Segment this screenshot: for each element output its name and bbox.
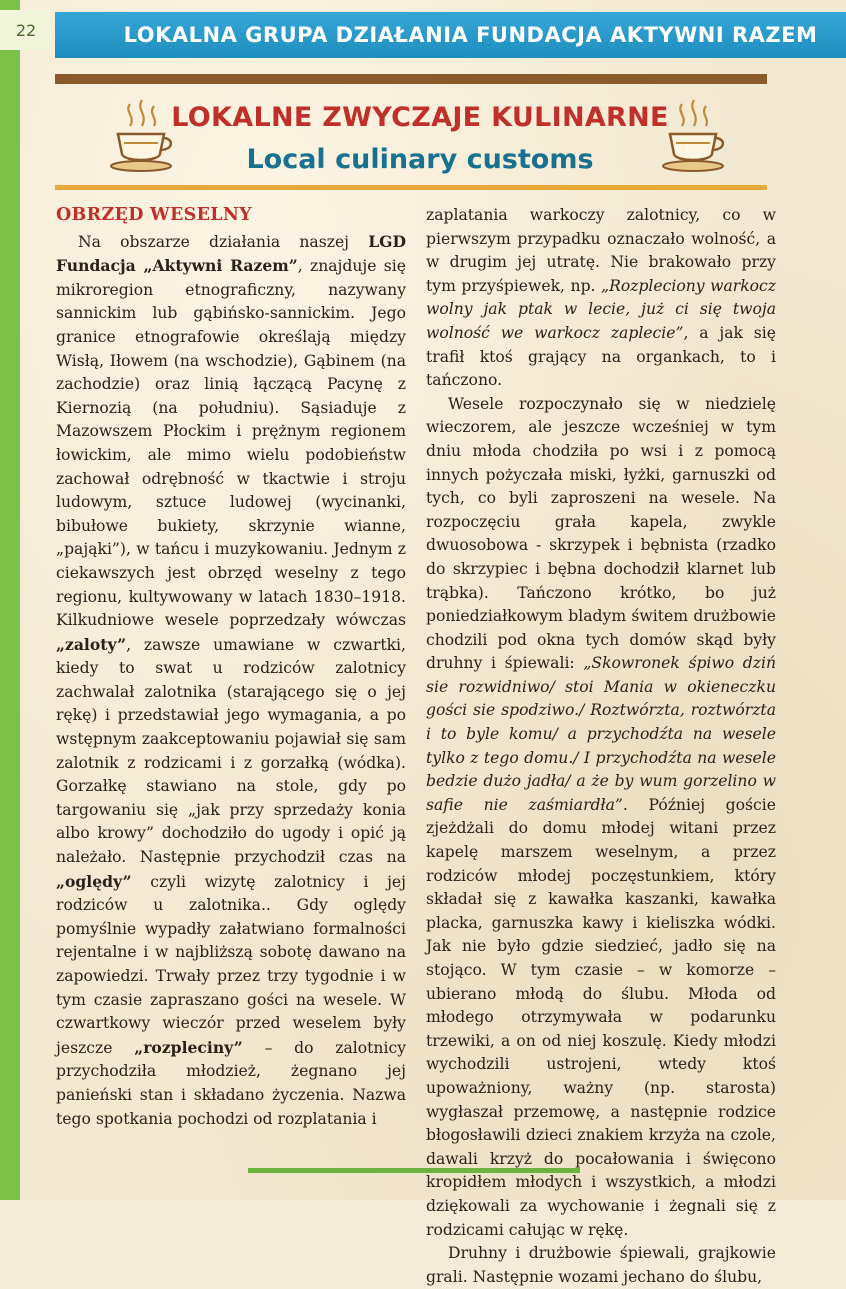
article-title-en: Local culinary customs (246, 144, 594, 175)
paragraph: Druhny i drużbowie śpiewali, grajkowie grali. Następnie wozami jechano do ślubu, (426, 1244, 776, 1286)
text-run: a jak się trafił ktoś grający na organkach, to i tańczono. (426, 323, 777, 390)
bold-text: „oględy” (56, 871, 132, 891)
text-run: . Później goście zjeżdżali do domu młodej witani przez kapelę marszem weselnym, a przez rodziców młodej poczęstunkiem, który składał się z kawałka kaszanki, kawałka placka, garnuszka kawy i kieliszka wódki. Jak nie było gdzie siedzieć, jadło się na stojąco. W tym czasie – w komorze – ubierano młodą do ślubu. Młoda od młodego otrzymywała w podarunku trzewiki, a on od niej koszulę. Kiedy młodzi wychodzili ustrojeni, wtedy ktoś upoważniony, ważny (np. starosta) wygłaszał przemowę, a następnie rodzice błogosławili dzieci znakiem krzyża na czole, dawali krzyż do pocałowania i święcono kropidłem młodych i wszystkich, a młodzi dziękowali za wychowanie i żegnali się z rodzicami całując w rękę. (426, 795, 777, 1239)
bold-text: „rozpleciny” (134, 1037, 243, 1057)
side-stripe (0, 0, 20, 1200)
text-run: , znajduje się mikroregion etnograficzny, nazywany sannickim lub gąbińsko-sannickim. Jego granice etnografowie określają między Wisłą, Iłowem (na wschodzie), Gąbinem (na zachodzie) oraz linią łączącą Pacynę z Kiernozią (na południu). Sąsiaduje z Mazowszem Płockim i prężnym regionem łowickim, ale mimo wielu podobieństw zachował odrębność w tkactwie i stroju ludowym, sztuce ludowej (wycinanki, bibułowe bukiety, skrzynie wianne, „pająki”), w tańcu i muzykowaniu. Jednym z ciekawszych jest obrzęd weselny z tego regionu, kultywowany w latach 1830–1918. Kilkudniowe wesele poprzedzały wówczas (56, 257, 406, 630)
footer-line (248, 1168, 580, 1173)
bold-text: „zaloty” (56, 634, 127, 654)
text-run: Na obszarze działania naszej (78, 232, 369, 251)
text-run: , (683, 323, 689, 342)
header-bar (55, 12, 846, 58)
paragraph (426, 393, 776, 1242)
article-title-pl: LOKALNE ZWYCZAJE KULINARNE (171, 102, 669, 133)
paragraph (56, 230, 406, 1132)
italic-quote: warkocz wolny jak ptak w lecie, już ci się twoja wolność we warkocz zaplecie” (426, 276, 777, 342)
text-column-right (426, 204, 776, 1289)
title-rule-bottom (55, 185, 767, 190)
text-run: , zawsze umawiane w czwartki, kiedy to swat u rodziców zalotnicy zachwalał zalotnika (starającego się o jej rękę) i przedstawiał jego wymagania, a po wstępnym zaakceptowaniu pojawiał się sam zalotnik z rodzicami i z gorzałką (wódka). Gorzałkę stawiano na stole, gdy po targowaniu się „jak przy sprzedaży konia albo krowy” dochodziło do ugody i opić ją należało. Następnie przychodził czas na (56, 635, 406, 867)
title-rule-top (55, 74, 767, 84)
italic-quote: „Rozpleciony (601, 276, 705, 295)
bold-text: LGD Fundacja „Aktywni Razem” (56, 231, 406, 276)
text-column-left (56, 204, 406, 1131)
text-run: Wesele rozpoczynało się w niedzielę wieczorem, ale jeszcze wcześniej w tym dniu młoda chodziła po wsi i z pomocą innych pożyczała miski, łyżki, garnuszki od tych, co byli zaproszeni na wesele. Na rozpoczęciu grała kapela, zwykle dwuosobowa - skrzypek i bębnista (rzadko do skrzypiec i bębna dochodził klarnet lub trąbka). Tańczono krótko, bo już poniedziałkowym bladym świtem drużbowie chodzili pod okna tych domów skąd były druhny i śpiewali: (426, 394, 776, 673)
section-heading: OBRZĘD WESELNY (56, 205, 252, 225)
text-run: – do zalotnicy przychodziła młodzież, żegnano jej panieński stan i składano życzenia. Nazwa tego spotkania pochodzi od rozplatania i (56, 1038, 406, 1128)
header-title: LOKALNA GRUPA DZIAŁANIA FUNDACJA AKTYWNI RAZEM (123, 23, 818, 47)
page-number: 22 (0, 10, 52, 50)
text-run: czyli wizytę zalotnicy i jej rodziców u zalotnika.. Gdy oględy pomyślnie wypadły załatwiano formalności rejentalne i w najbliższą sobotę dawano na zapowiedzi. Trwały przez trzy tygodnie i w tym czasie zapraszano gości na wesele. W czwartkowy wieczór przed weselem były jeszcze (56, 872, 406, 1057)
text-run: zaplatania warkoczy zalotnicy, co w pierwszym przypadku oznaczało wolność, a w drugim jej utratę. Nie brakowało przy tym przyśpiewek, np. (426, 206, 776, 295)
paragraph (426, 204, 776, 393)
italic-quote: „Skowronek śpiwo dziń sie rozwidniwo/ stoi Mania w okieneczku gości sie spodziwo./ Roztwórzta, roztwórzta i to byle komu/ a przychodźta na wesele tylko z tego domu./ I przychodźta na wesele bedzie dużo jadła/ a że by wum gorzelino w safie nie zaśmiardła” (426, 654, 777, 814)
